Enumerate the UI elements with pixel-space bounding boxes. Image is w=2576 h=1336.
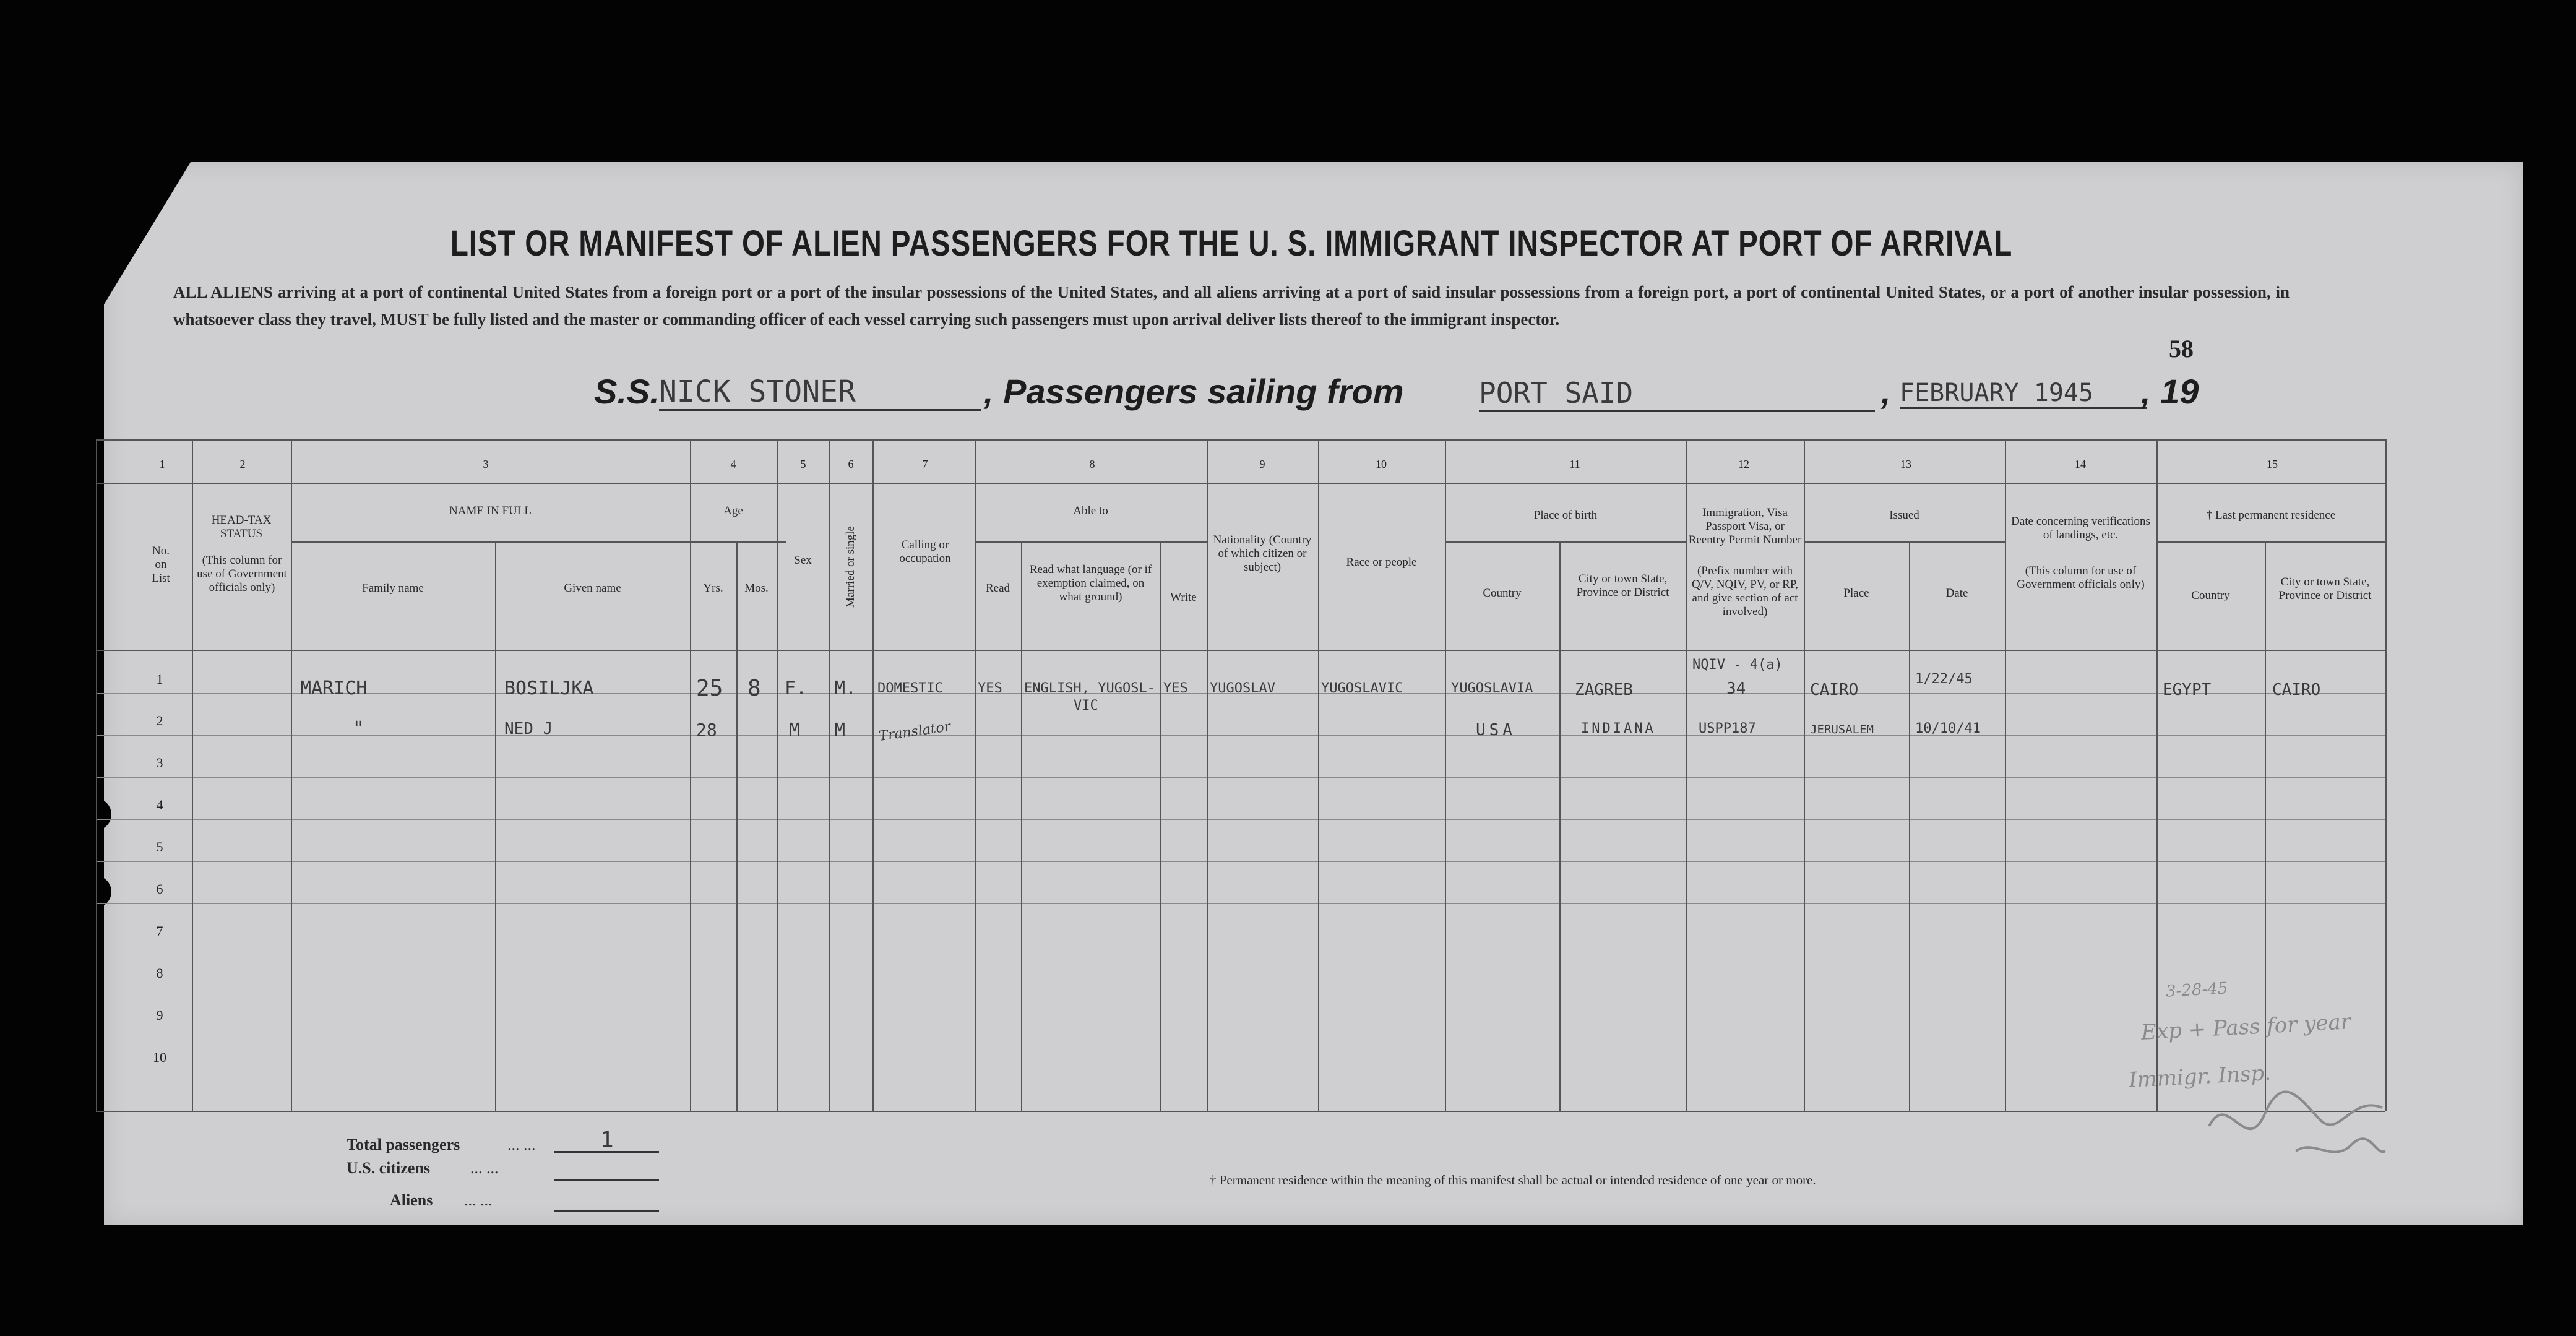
header-issued-date: Date [1945, 587, 1968, 600]
read-language-cont: VIC [1074, 698, 1098, 713]
birth-country: YUGOSLAVIA [1451, 681, 1533, 696]
residence-country: EGYPT [2163, 681, 2212, 699]
page-number: 58 [2169, 335, 2194, 363]
header-issued-place: Place [1843, 587, 1869, 600]
inspector-signature [2203, 1077, 2389, 1176]
punch-hole [79, 798, 111, 830]
visa-number-cont: 34 [1726, 679, 1746, 698]
row-number: 2 [156, 713, 163, 728]
sailing-date: FEBRUARY 1945 [1900, 379, 2147, 409]
grid-line [291, 439, 292, 1111]
header-residence-country: Country [2191, 589, 2230, 602]
race: YUGOSLAVIC [1321, 681, 1403, 696]
header-age: Age [723, 504, 743, 517]
header-issued: Issued [1889, 509, 1919, 522]
header-head-tax-note: (This column for use of Government officials only) [197, 554, 287, 594]
year-label: , 19 [2141, 372, 2199, 411]
header-family-name: Family name [362, 582, 424, 595]
header-calling: Calling or occupation [899, 538, 951, 565]
nationality: YUGOSLAV [1210, 681, 1275, 696]
ship-name: NICK STONER [659, 374, 981, 411]
sex: M [789, 720, 801, 741]
inspector-annotation: 3-28-45 [2165, 979, 2228, 1001]
row-number: 10 [153, 1049, 166, 1065]
grid-line [2385, 439, 2387, 1111]
given-name: NED J [504, 720, 553, 738]
can-read: YES [978, 681, 1002, 696]
header-no-on-list: No. on List [152, 545, 170, 585]
header-last-residence: † Last permanent residence [2206, 509, 2336, 522]
row-number: 6 [156, 881, 163, 897]
column-number: 11 [1569, 458, 1580, 470]
ss-label: S.S. [594, 372, 660, 411]
header-given-name: Given name [564, 582, 621, 595]
grid-line [777, 439, 778, 1111]
row-number: 5 [156, 839, 163, 855]
age-years: 28 [696, 720, 717, 740]
age-years: 25 [696, 676, 723, 701]
grid-line [2005, 439, 2006, 1111]
visa-number: NQIV - 4(a) [1692, 657, 1783, 673]
grid-line [1445, 439, 1446, 1111]
issued-place: JERUSALEM [1810, 723, 1874, 736]
total-underline [554, 1151, 659, 1153]
inspector-annotation: Immigr. Insp. [2128, 1061, 2272, 1093]
column-number: 14 [2075, 458, 2086, 470]
header-nationality: Nationality (Country of which citizen or subject) [1213, 533, 1312, 574]
column-number: 8 [1089, 458, 1095, 470]
header-birth-city: City or town State, Province or District [1576, 572, 1669, 599]
column-number: 10 [1376, 458, 1387, 470]
sailing-label: , Passengers sailing from [984, 372, 1404, 411]
grid-line [96, 1111, 2385, 1112]
birth-city: ZAGREB [1575, 681, 1633, 699]
read-language: ENGLISH, YUGOSL- [1024, 681, 1155, 696]
grid-line [1804, 541, 2005, 543]
header-race: Race or people [1346, 556, 1417, 569]
header-place-of-birth: Place of birth [1533, 509, 1598, 522]
issued-place: CAIRO [1810, 681, 1859, 699]
header-immigration-note: (Prefix number with Q/V, NQIV, PV, or RP, and give section of act involved) [1691, 564, 1799, 618]
header-yrs: Yrs. [703, 582, 723, 595]
header-read-what: Read what language (or if exemption claimed, on what ground) [1029, 563, 1152, 603]
row-number: 4 [156, 797, 163, 812]
row-number: 9 [156, 1007, 163, 1023]
grid-line [1021, 541, 1022, 1111]
grid-line [975, 439, 976, 1111]
grid-line [690, 439, 691, 1111]
dots: ... ... [470, 1159, 499, 1177]
grid-line [495, 541, 496, 1111]
dots: ... ... [464, 1191, 493, 1209]
date-separator: , [1881, 372, 1891, 411]
visa-number: USPP187 [1699, 721, 1756, 736]
port-name: PORT SAID [1479, 376, 1875, 412]
header-immigration-visa: Immigration, Visa Passport Visa, or Reentry Permit Number [1688, 506, 1802, 546]
family-name: " [353, 718, 364, 739]
header-married: Married or single [844, 526, 857, 608]
grid-line [1160, 541, 1161, 1111]
row-number: 7 [156, 923, 163, 939]
header-read: Read [985, 582, 1010, 595]
column-number: 2 [239, 458, 246, 470]
occupation: Translator [877, 719, 952, 744]
aliens-label: Aliens [390, 1191, 433, 1209]
row-number: 8 [156, 965, 163, 981]
column-number: 12 [1738, 458, 1749, 470]
grid-line [2156, 439, 2158, 1111]
header-birth-country: Country [1483, 587, 1522, 600]
header-sex: Sex [794, 554, 812, 567]
header-able-to: Able to [1073, 504, 1108, 517]
birth-country: USA [1476, 721, 1516, 739]
column-number: 13 [1900, 458, 1911, 470]
row-number: 1 [156, 671, 163, 687]
occupation: DOMESTIC [877, 681, 943, 696]
column-number: 6 [848, 458, 854, 470]
grid-line [872, 439, 874, 1111]
grid-line [96, 439, 2385, 441]
us-citizens-label: U.S. citizens [347, 1159, 431, 1177]
residence-footnote: † Permanent residence within the meaning of this manifest shall be actual or intended residence of one year or more. [1210, 1173, 1816, 1187]
family-name: MARICH [300, 678, 368, 699]
grid-line [96, 650, 2385, 651]
column-number: 3 [483, 458, 489, 470]
header-mos: Mos. [744, 582, 769, 595]
grid-line [1207, 439, 1208, 1111]
grid-line [96, 819, 2385, 820]
header-name-in-full: NAME IN FULL [449, 504, 532, 517]
row-number: 3 [156, 755, 163, 770]
age-months: 8 [747, 676, 761, 701]
given-name: BOSILJKA [504, 678, 594, 699]
form-instructions: ALL ALIENS arriving at a port of continental United States from a foreign port or a port of the insular possessions of the United States, and all aliens arriving at a port of said insular possessions from a foreign port, a port of continental United States, or a port of another insular possession, in whatsoever class they travel, MUST be fully listed and the master or commanding officer of each vessel carrying such passengers must upon arrival deliver lists thereof to the immigrant inspector. [173, 283, 2290, 329]
grid-line [1804, 439, 1805, 1111]
grid-line [96, 483, 2385, 484]
column-number: 1 [159, 458, 165, 470]
total-passengers-value: 1 [600, 1127, 614, 1153]
birth-city: INDIANA [1581, 721, 1656, 736]
column-number: 4 [730, 458, 736, 470]
header-write: Write [1170, 591, 1197, 604]
grid-line [829, 439, 830, 1111]
residence-city: CAIRO [2272, 681, 2321, 699]
grid-line [1686, 439, 1687, 1111]
grid-line [2156, 541, 2385, 543]
grid-line [1559, 541, 1561, 1111]
dots: ... ... [507, 1136, 536, 1153]
grid-line [1445, 541, 1686, 543]
can-write: YES [1163, 681, 1188, 696]
grid-line [96, 903, 2385, 904]
column-number: 9 [1259, 458, 1265, 470]
citizens-underline [554, 1179, 659, 1181]
issued-date: 10/10/41 [1915, 721, 1981, 736]
grid-line [736, 541, 738, 1111]
header-head-tax: HEAD-TAX STATUS [211, 514, 272, 540]
header-residence-city: City or town State, Province or District [2278, 575, 2372, 602]
grid-line [96, 861, 2385, 862]
grid-line [96, 735, 2385, 736]
column-number: 7 [922, 458, 928, 470]
married: M [834, 720, 846, 741]
married: M. [834, 678, 857, 699]
column-number: 5 [800, 458, 806, 470]
grid-line [1318, 439, 1319, 1111]
grid-line [96, 777, 2385, 778]
issued-date: 1/22/45 [1915, 671, 1973, 687]
inspector-annotation: Exp + Pass for year [2140, 1009, 2351, 1045]
grid-line [975, 541, 1207, 543]
column-number: 15 [2267, 458, 2278, 470]
header-verifications-note: (This column for use of Government officials only) [2017, 564, 2145, 591]
total-passengers-label: Total passengers [347, 1136, 460, 1153]
grid-line [96, 439, 97, 1111]
header-verifications: Date concerning verifications of landings, etc. [2011, 515, 2150, 541]
grid-line [690, 541, 777, 543]
form-title: LIST OR MANIFEST OF ALIEN PASSENGERS FOR THE U. S. IMMIGRANT INSPECTOR AT PORT OF ARRIVAL [450, 223, 2013, 264]
sex: F. [785, 678, 808, 699]
aliens-underline [554, 1210, 659, 1212]
grid-line [1909, 541, 1910, 1111]
